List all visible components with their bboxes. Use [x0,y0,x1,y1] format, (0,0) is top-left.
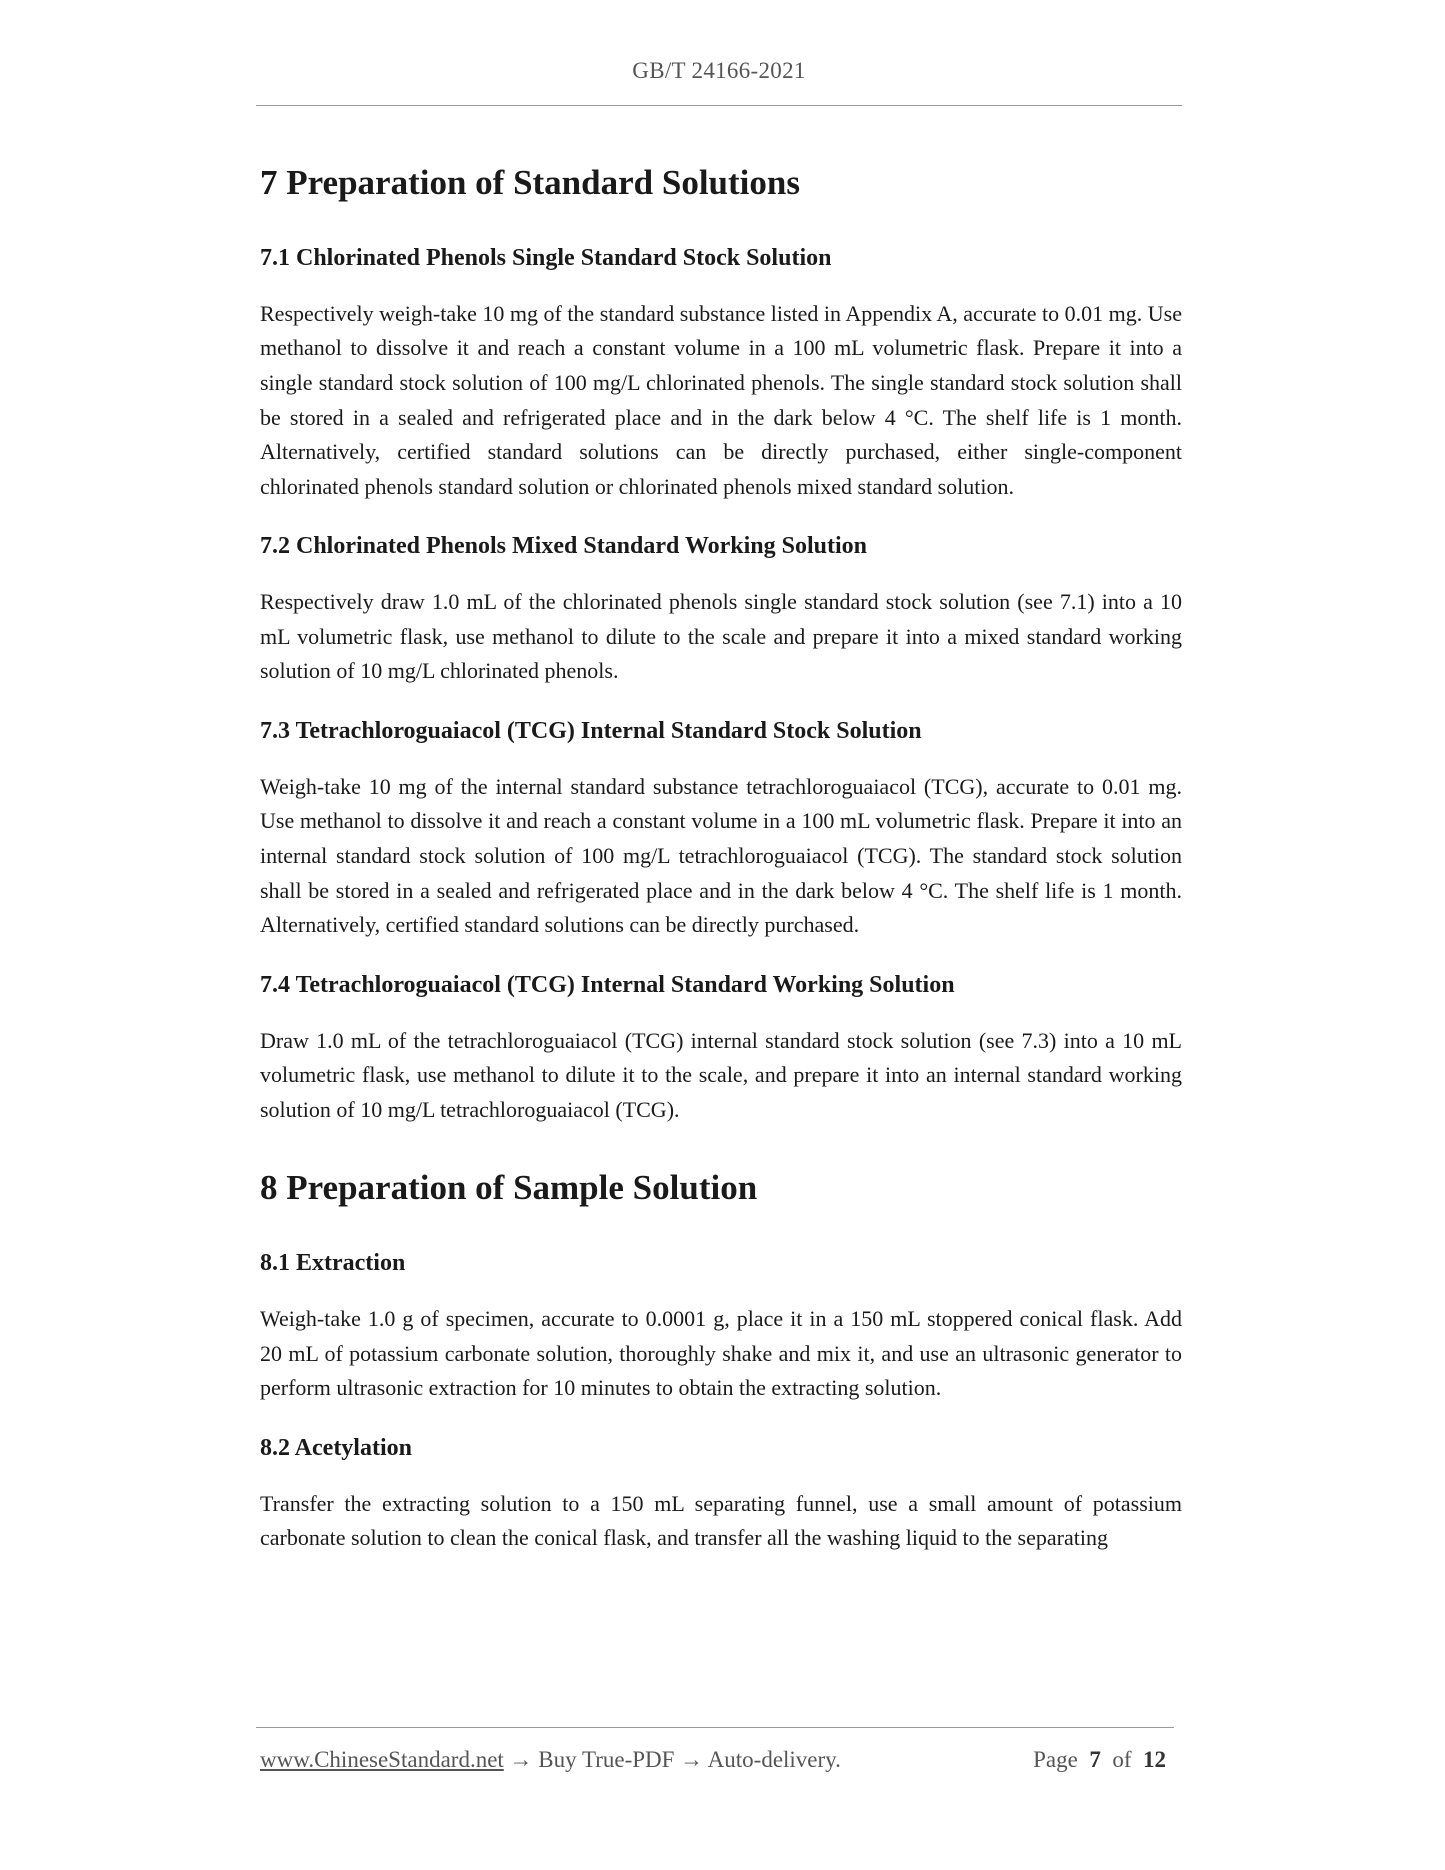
section-7-2-body: Respectively draw 1.0 mL of the chlorinated phenols single standard stock solution (see 7.1) into a 10 mL volumetric flask, use methanol to dilute to the scale and prepare it into a mixed standard working solution of 10 mg/L chlorinated phenols. [260,589,1182,684]
section-7-1-body: Respectively weigh-take 10 mg of the standard substance listed in Appendix A, accurate to 0.01 mg. Use methanol to dissolve it and reach a constant volume in a 100 mL volumetric flask. Prepare it into a single standard stock solution of 100 mg/L chlorinated phenols. The single standard stock solution shall be stored in a sealed and refrigerated place and in the dark below 4 °C. The shelf life is 1 month. Alternatively, certified standard solutions can be directly purchased, either single-component chlorinated phenols standard solution or chlorinated phenols mixed standard solution. [260,300,1182,499]
page-word: Page [1033,1747,1078,1772]
section-7-2-title: 7.2 Chlorinated Phenols Mixed Standard Working Solution [260,533,868,560]
section-7-title: 7 Preparation of Standard Solutions [260,163,800,202]
document-id-header: GB/T 24166-2021 [632,58,806,83]
page-current: 7 [1089,1747,1101,1772]
section-8-title: 8 Preparation of Sample Solution [260,1168,758,1208]
header-divider [256,105,1182,106]
section-7-4-body: Draw 1.0 mL of the tetrachloroguaiacol (TCG) internal standard stock solution (see 7.3) into a 10 mL volumetric flask, use methanol to dilute it to the scale, and prepare it into an internal standard working solution of 10 mg/L tetrachloroguaiacol (TCG). [260,1027,1182,1122]
footer-promo [260,1747,841,1773]
section-8-2-title: 8.2 Acetylation [260,1434,412,1461]
section-7-3-title: 7.3 Tetrachloroguaiacol (TCG) Internal Standard Stock Solution [260,717,922,744]
page-content [260,150,1182,1584]
section-8-1-body: Weigh-take 1.0 g of specimen, accurate to 0.0001 g, place it in a 150 mL stoppered conical flask. Add 20 mL of potassium carbonate solution, thoroughly shake and mix it, and use an ultrasonic generator to perform ultrasonic extraction for 10 minutes to obtain the extracting solution. [260,1306,1182,1401]
page-number [1033,1747,1166,1773]
section-7-3-body: Weigh-take 10 mg of the internal standard substance tetrachloroguaiacol (TCG), accurate to 0.01 mg. Use methanol to dissolve it and reach a constant volume in a 100 mL volumetric flask. Prepare it into an internal standard stock solution of 100 mg/L tetrachloroguaiacol (TCG). The standard stock solution shall be stored in a sealed and refrigerated place and in the dark below 4 °C. The shelf life is 1 month. Alternatively, certified standard solutions can be directly purchased. [260,773,1182,938]
section-8-2-body: Transfer the extracting solution to a 150 mL separating funnel, use a small amount of potassium carbonate solution to clean the conical flask, and transfer all the washing liquid to the separating [260,1490,1182,1551]
section-7-1-title: 7.1 Chlorinated Phenols Single Standard Stock Solution [260,245,832,271]
website-link[interactable]: www.ChineseStandard.net [260,1747,504,1772]
footer-divider [256,1727,1174,1728]
section-7-4-title: 7.4 Tetrachloroguaiacol (TCG) Internal Standard Working Solution [260,971,955,998]
footer-tagline: → Buy True-PDF → Auto-delivery. [503,1747,841,1772]
section-8-1-title: 8.1 Extraction [260,1250,406,1277]
of-word: of [1112,1747,1132,1772]
page-total: 12 [1143,1747,1166,1772]
